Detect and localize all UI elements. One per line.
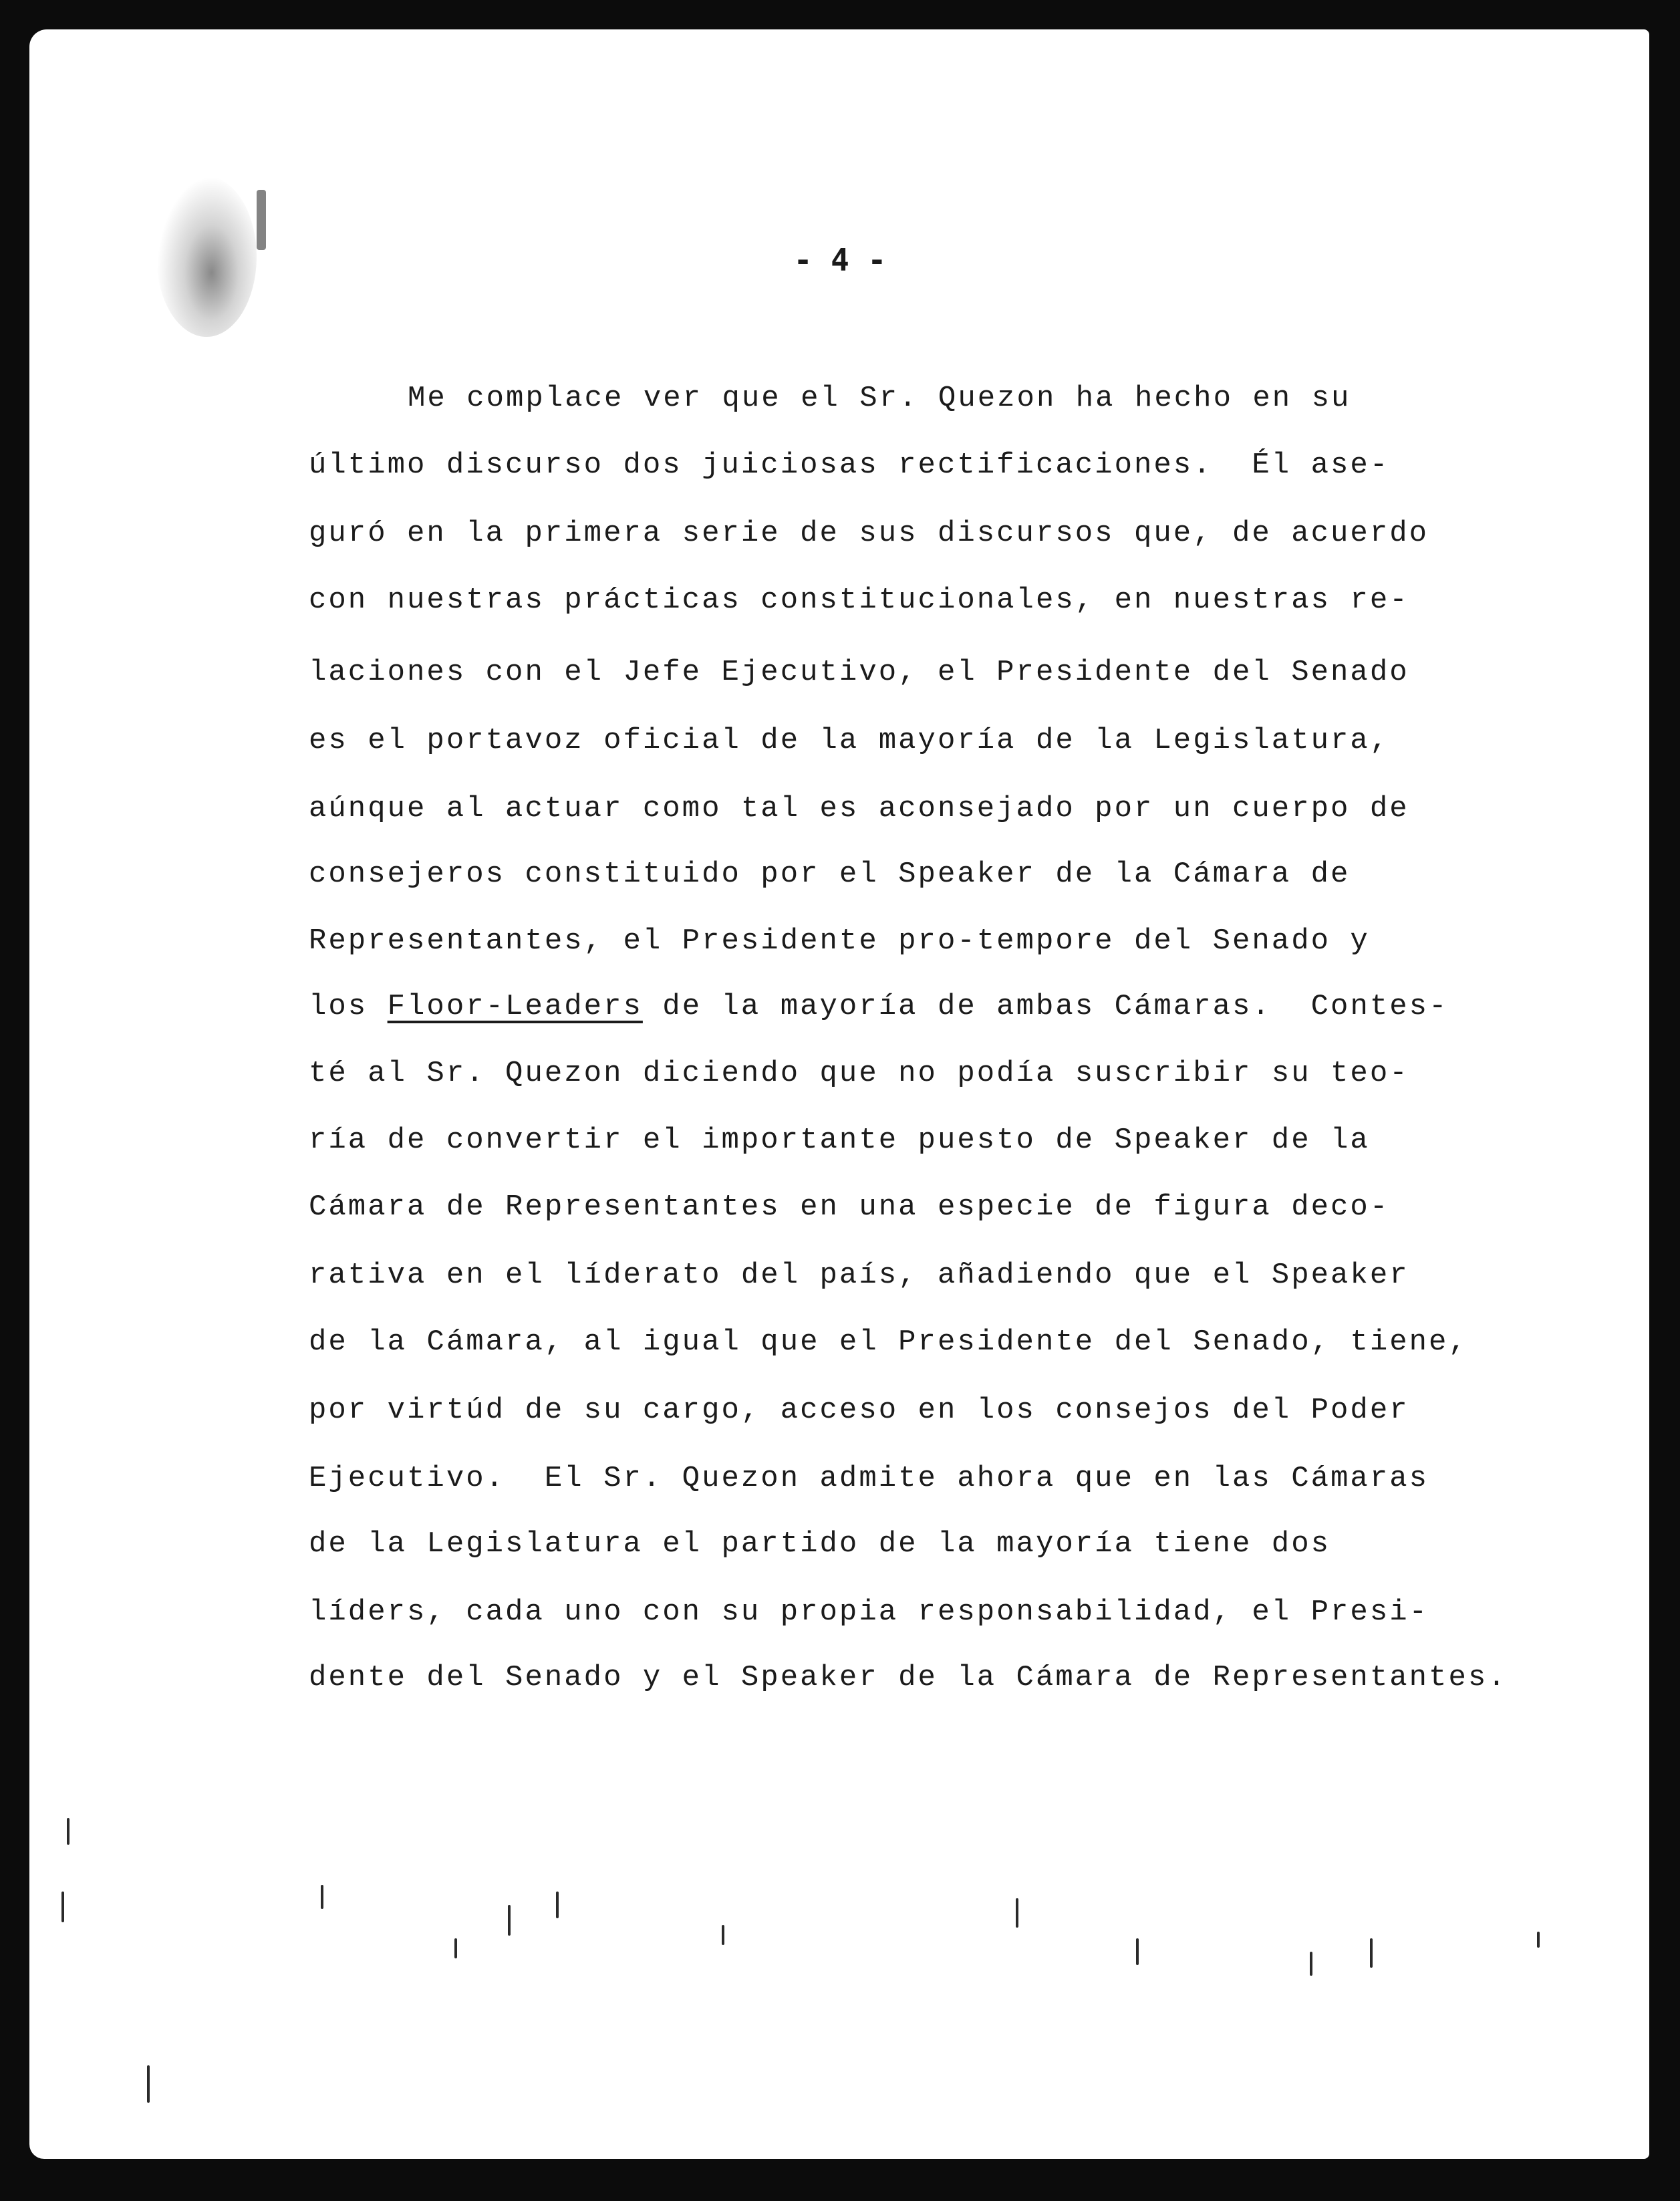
text-line: ría de convertir el importante puesto de Speaker de la bbox=[309, 1124, 1370, 1157]
text-line: té al Sr. Quezon diciendo que no podía suscribir su teo- bbox=[309, 1057, 1409, 1090]
text-line: dente del Senado y el Speaker de la Cámara de Representantes. bbox=[309, 1661, 1508, 1694]
text-line: de la Legislatura el partido de la mayoría tiene dos bbox=[309, 1527, 1331, 1561]
text-line: por virtúd de su cargo, acceso en los consejos del Poder bbox=[309, 1394, 1409, 1427]
text-line: último discurso dos juiciosas rectificaciones. Él ase- bbox=[309, 448, 1390, 482]
text-line: laciones con el Jefe Ejecutivo, el Presidente del Senado bbox=[309, 656, 1409, 689]
text-line: Ejecutivo. El Sr. Quezon admite ahora que en las Cámaras bbox=[309, 1462, 1429, 1495]
text-line: líders, cada uno con su propia responsabilidad, el Presi- bbox=[309, 1595, 1429, 1629]
text-line: con nuestras prácticas constitucionales, en nuestras re- bbox=[309, 584, 1409, 617]
page-number: - 4 - bbox=[793, 242, 887, 278]
text-fragment: los bbox=[309, 990, 388, 1023]
text-line bbox=[309, 987, 1448, 1027]
text-line: Cámara de Representantes en una especie de figura deco- bbox=[309, 1190, 1390, 1224]
text-line: Me complace ver que el Sr. Quezon ha hecho en su bbox=[408, 382, 1351, 415]
text-line: es el portavoz oficial de la mayoría de la Legislatura, bbox=[309, 724, 1390, 757]
text-fragment: de la mayoría de ambas Cámaras. Contes- bbox=[642, 990, 1449, 1023]
text-line: rativa en el líderato del país, añadiendo que el Speaker bbox=[309, 1259, 1409, 1292]
text-line: Representantes, el Presidente pro-tempore del Senado y bbox=[309, 924, 1370, 958]
text-line: guró en la primera serie de sus discursos que, de acuerdo bbox=[309, 517, 1429, 550]
text-line: de la Cámara, al igual que el Presidente del Senado, tiene, bbox=[309, 1325, 1468, 1359]
text-line: aúnque al actuar como tal es aconsejado por un cuerpo de bbox=[309, 792, 1409, 825]
underlined-term: Floor-Leaders bbox=[387, 990, 643, 1023]
text-line: consejeros constituido por el Speaker de la Cámara de bbox=[309, 858, 1351, 891]
